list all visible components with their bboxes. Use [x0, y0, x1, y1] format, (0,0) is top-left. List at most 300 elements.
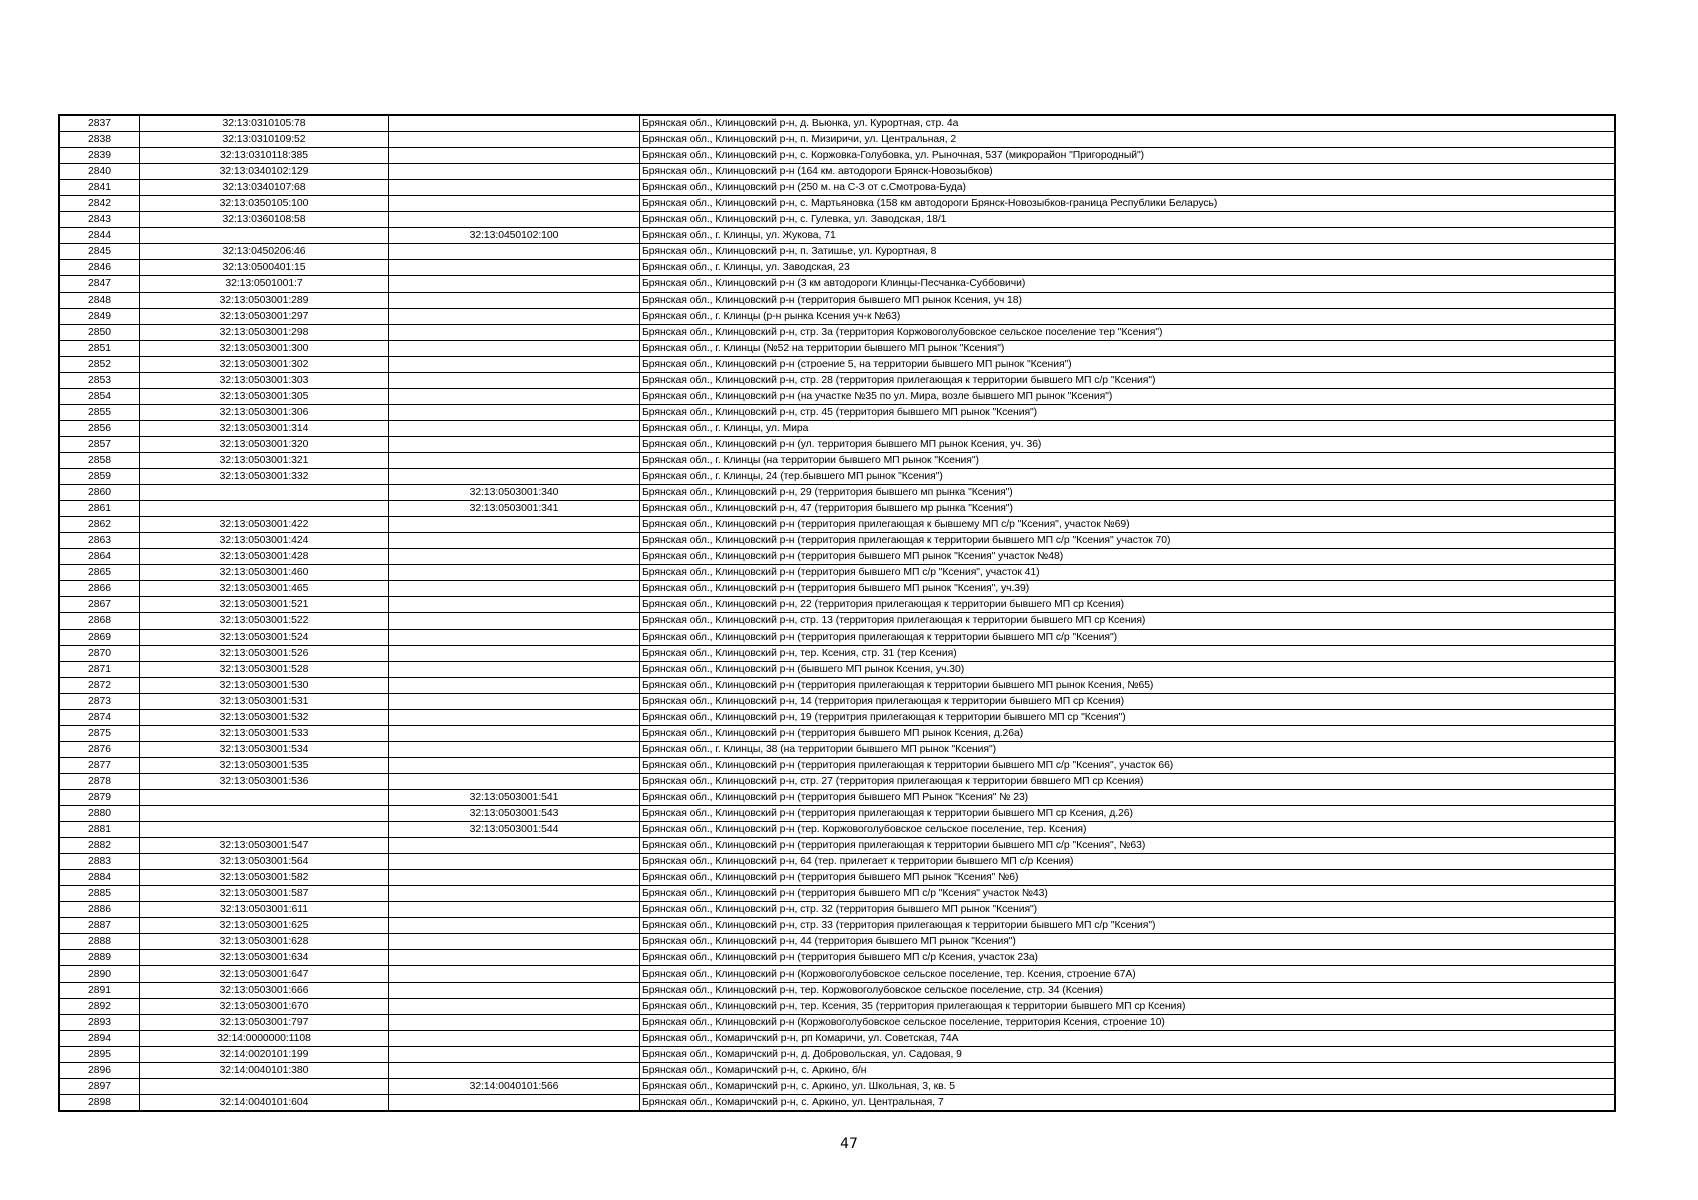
row-number-cell: 2890 — [59, 966, 140, 982]
row-number-cell: 2854 — [59, 388, 140, 404]
table-row — [59, 244, 1615, 260]
row-number-cell: 2851 — [59, 340, 140, 356]
cadastral-number-cell: 32:14:0020101:199 — [140, 1046, 389, 1062]
table-row — [59, 725, 1615, 741]
row-number-cell: 2891 — [59, 982, 140, 998]
cadastral-number-alt-cell — [389, 196, 640, 212]
registry-table-body — [59, 115, 1615, 1111]
row-number-cell: 2846 — [59, 260, 140, 276]
row-number-cell: 2864 — [59, 549, 140, 565]
row-number-cell: 2888 — [59, 934, 140, 950]
row-number-cell: 2849 — [59, 308, 140, 324]
cadastral-number-alt-cell — [389, 950, 640, 966]
cadastral-number-cell: 32:13:0503001:535 — [140, 757, 389, 773]
row-number-cell: 2894 — [59, 1030, 140, 1046]
cadastral-number-cell: 32:13:0503001:422 — [140, 517, 389, 533]
table-row — [59, 1062, 1615, 1078]
table-row — [59, 1014, 1615, 1030]
cadastral-number-cell: 32:13:0503001:625 — [140, 918, 389, 934]
table-row — [59, 1094, 1615, 1111]
cadastral-number-alt-cell — [389, 597, 640, 613]
registry-table — [58, 114, 1616, 1112]
cadastral-number-cell: 32:13:0503001:564 — [140, 854, 389, 870]
address-cell: Брянская обл., Клинцовский р-н, тер. Ксения, 35 (территория прилегающая к территории бывшего МП ср Ксения) — [640, 998, 1616, 1014]
cadastral-number-alt-cell — [389, 613, 640, 629]
table-row — [59, 902, 1615, 918]
cadastral-number-alt-cell — [389, 549, 640, 565]
cadastral-number-cell: 32:13:0503001:534 — [140, 741, 389, 757]
row-number-cell: 2867 — [59, 597, 140, 613]
address-cell: Брянская обл., Клинцовский р-н (территория прилегающая к территории бывшего МП ср Ксения, д.26) — [640, 806, 1616, 822]
address-cell: Брянская обл., Клинцовский р-н, 14 (территория прилегающая к территории бывшего МП ср Ксения) — [640, 693, 1616, 709]
table-row — [59, 581, 1615, 597]
table-row — [59, 292, 1615, 308]
cadastral-number-alt-cell — [389, 420, 640, 436]
cadastral-number-cell: 32:13:0503001:533 — [140, 725, 389, 741]
cadastral-number-alt-cell — [389, 902, 640, 918]
cadastral-number-cell: 32:13:0503001:320 — [140, 436, 389, 452]
table-row — [59, 709, 1615, 725]
address-cell: Брянская обл., Клинцовский р-н, 22 (территория прилегающая к территории бывшего МП ср Ксения) — [640, 597, 1616, 613]
row-number-cell: 2847 — [59, 276, 140, 292]
address-cell: Брянская обл., Клинцовский р-н (территория бывшего МП рынок "Ксения" №6) — [640, 870, 1616, 886]
table-row — [59, 420, 1615, 436]
cadastral-number-cell — [140, 485, 389, 501]
cadastral-number-cell — [140, 228, 389, 244]
cadastral-number-alt-cell — [389, 180, 640, 196]
address-cell: Брянская обл., Клинцовский р-н (территория бывшего МП с/р "Ксения" участок №43) — [640, 886, 1616, 902]
address-cell: Брянская обл., Комаричский р-н, с. Аркино, ул. Центральная, 7 — [640, 1094, 1616, 1111]
cadastral-number-cell: 32:13:0503001:530 — [140, 677, 389, 693]
table-row — [59, 115, 1615, 132]
cadastral-number-cell: 32:13:0503001:306 — [140, 404, 389, 420]
cadastral-number-alt-cell — [389, 115, 640, 132]
table-row — [59, 629, 1615, 645]
table-row — [59, 934, 1615, 950]
row-number-cell: 2871 — [59, 661, 140, 677]
cadastral-number-alt-cell: 32:13:0503001:544 — [389, 822, 640, 838]
table-row — [59, 436, 1615, 452]
address-cell: Брянская обл., Клинцовский р-н (территория бывшего МП с/р Ксения, участок 23а) — [640, 950, 1616, 966]
table-row — [59, 388, 1615, 404]
cadastral-number-cell — [140, 501, 389, 517]
table-row — [59, 517, 1615, 533]
row-number-cell: 2887 — [59, 918, 140, 934]
cadastral-number-cell: 32:13:0503001:524 — [140, 629, 389, 645]
cadastral-number-cell: 32:13:0503001:332 — [140, 469, 389, 485]
cadastral-number-cell: 32:13:0503001:289 — [140, 292, 389, 308]
table-row — [59, 196, 1615, 212]
row-number-cell: 2897 — [59, 1078, 140, 1094]
address-cell: Брянская обл., Клинцовский р-н, стр. 27 (территория прилегающая к территории бввшего МП ср Ксения) — [640, 773, 1616, 789]
address-cell: Брянская обл., Клинцовский р-н (Коржовоголубовское сельское поселение, территория Ксения, строение 10) — [640, 1014, 1616, 1030]
cadastral-number-alt-cell — [389, 1030, 640, 1046]
address-cell: Брянская обл., Клинцовский р-н, стр. 32 (территория бывшего МП рынок "Ксения") — [640, 902, 1616, 918]
address-cell: Брянская обл., Клинцовский р-н (164 км. автодороги Брянск-Новозыбков) — [640, 164, 1616, 180]
address-cell: Брянская обл., Клинцовский р-н, с. Гулевка, ул. Заводская, 18/1 — [640, 212, 1616, 228]
address-cell: Брянская обл., г. Клинцы, ул. Жукова, 71 — [640, 228, 1616, 244]
table-row — [59, 854, 1615, 870]
row-number-cell: 2883 — [59, 854, 140, 870]
row-number-cell: 2895 — [59, 1046, 140, 1062]
cadastral-number-alt-cell — [389, 1062, 640, 1078]
cadastral-number-cell: 32:13:0503001:797 — [140, 1014, 389, 1030]
cadastral-number-cell: 32:13:0503001:611 — [140, 902, 389, 918]
address-cell: Брянская обл., г. Клинцы, 38 (на территории бывшего МП рынок "Ксения") — [640, 741, 1616, 757]
cadastral-number-alt-cell — [389, 741, 640, 757]
cadastral-number-cell: 32:13:0503001:314 — [140, 420, 389, 436]
cadastral-number-cell: 32:13:0360108:58 — [140, 212, 389, 228]
cadastral-number-cell: 32:14:0040101:604 — [140, 1094, 389, 1111]
cadastral-number-cell: 32:13:0501001:7 — [140, 276, 389, 292]
cadastral-number-cell: 32:13:0500401:15 — [140, 260, 389, 276]
cadastral-number-cell: 32:13:0340102:129 — [140, 164, 389, 180]
table-row — [59, 693, 1615, 709]
cadastral-number-cell: 32:13:0310105:78 — [140, 115, 389, 132]
row-number-cell: 2892 — [59, 998, 140, 1014]
address-cell: Брянская обл., Клинцовский р-н (ул. территория бывшего МП рынок Ксения, уч. 36) — [640, 436, 1616, 452]
row-number-cell: 2838 — [59, 132, 140, 148]
table-row — [59, 1078, 1615, 1094]
table-row — [59, 773, 1615, 789]
table-row — [59, 1046, 1615, 1062]
row-number-cell: 2876 — [59, 741, 140, 757]
cadastral-number-alt-cell — [389, 998, 640, 1014]
row-number-cell: 2889 — [59, 950, 140, 966]
cadastral-number-cell: 32:14:0000000:1108 — [140, 1030, 389, 1046]
table-row — [59, 501, 1615, 517]
table-row — [59, 148, 1615, 164]
address-cell: Брянская обл., Клинцовский р-н (Коржовоголубовское сельское поселение, тер. Ксения, строение 67А) — [640, 966, 1616, 982]
address-cell: Брянская обл., Клинцовский р-н (250 м. на С-З от с.Смотрова-Буда) — [640, 180, 1616, 196]
address-cell: Брянская обл., г. Клинцы, ул. Мира — [640, 420, 1616, 436]
address-cell: Брянская обл., Комаричский р-н, д. Добровольская, ул. Садовая, 9 — [640, 1046, 1616, 1062]
table-row — [59, 164, 1615, 180]
address-cell: Брянская обл., г. Клинцы (на территории бывшего МП рынок "Ксения") — [640, 452, 1616, 468]
row-number-cell: 2869 — [59, 629, 140, 645]
cadastral-number-alt-cell — [389, 308, 640, 324]
table-row — [59, 870, 1615, 886]
page-number: 47 — [840, 1136, 858, 1152]
address-cell: Брянская обл., Клинцовский р-н, с. Коржовка-Голубовка, ул. Рыночная, 537 (микрорайон "Пригородный") — [640, 148, 1616, 164]
row-number-cell: 2861 — [59, 501, 140, 517]
cadastral-number-alt-cell — [389, 725, 640, 741]
cadastral-number-alt-cell — [389, 838, 640, 854]
cadastral-number-cell: 32:13:0503001:298 — [140, 324, 389, 340]
row-number-cell: 2842 — [59, 196, 140, 212]
row-number-cell: 2882 — [59, 838, 140, 854]
row-number-cell: 2868 — [59, 613, 140, 629]
row-number-cell: 2850 — [59, 324, 140, 340]
cadastral-number-alt-cell — [389, 934, 640, 950]
table-row — [59, 661, 1615, 677]
cadastral-number-alt-cell — [389, 709, 640, 725]
address-cell: Брянская обл., Клинцовский р-н (территория прилегающая к территории бывшего МП с/р "Ксения", №63) — [640, 838, 1616, 854]
cadastral-number-alt-cell — [389, 452, 640, 468]
row-number-cell: 2853 — [59, 372, 140, 388]
cadastral-number-cell: 32:13:0503001:670 — [140, 998, 389, 1014]
cadastral-number-cell: 32:13:0310109:52 — [140, 132, 389, 148]
cadastral-number-alt-cell — [389, 773, 640, 789]
cadastral-number-alt-cell — [389, 645, 640, 661]
table-row — [59, 1030, 1615, 1046]
address-cell: Брянская обл., Клинцовский р-н (строение 5, на территории бывшего МП рынок "Ксения") — [640, 356, 1616, 372]
table-row — [59, 950, 1615, 966]
table-row — [59, 806, 1615, 822]
address-cell: Брянская обл., Комаричский р-н, с. Аркино, б/н — [640, 1062, 1616, 1078]
cadastral-number-cell — [140, 806, 389, 822]
cadastral-number-cell: 32:13:0340107:68 — [140, 180, 389, 196]
table-row — [59, 308, 1615, 324]
table-row — [59, 485, 1615, 501]
cadastral-number-alt-cell — [389, 565, 640, 581]
address-cell: Брянская обл., Клинцовский р-н, стр. 33 (территория прилегающая к территории бывшего МП с/р "Ксения") — [640, 918, 1616, 934]
row-number-cell: 2874 — [59, 709, 140, 725]
address-cell: Брянская обл., Клинцовский р-н, стр. 3а (территория Коржовоголубовское сельское поселение тер "Ксения") — [640, 324, 1616, 340]
row-number-cell: 2879 — [59, 789, 140, 805]
row-number-cell: 2863 — [59, 533, 140, 549]
table-row — [59, 613, 1615, 629]
row-number-cell: 2862 — [59, 517, 140, 533]
row-number-cell: 2865 — [59, 565, 140, 581]
cadastral-number-cell: 32:13:0503001:666 — [140, 982, 389, 998]
address-cell: Брянская обл., Клинцовский р-н, 19 (территрия прилегающая к территории бывшего МП ср "Ксения") — [640, 709, 1616, 725]
row-number-cell: 2886 — [59, 902, 140, 918]
cadastral-number-alt-cell: 32:14:0040101:566 — [389, 1078, 640, 1094]
cadastral-number-cell: 32:13:0503001:582 — [140, 870, 389, 886]
address-cell: Брянская обл., Клинцовский р-н (территория бывшего МП рынок Ксения, д.26а) — [640, 725, 1616, 741]
row-number-cell: 2881 — [59, 822, 140, 838]
row-number-cell: 2839 — [59, 148, 140, 164]
table-row — [59, 549, 1615, 565]
row-number-cell: 2878 — [59, 773, 140, 789]
table-row — [59, 597, 1615, 613]
row-number-cell: 2875 — [59, 725, 140, 741]
row-number-cell: 2845 — [59, 244, 140, 260]
address-cell: Брянская обл., Клинцовский р-н (территория бывшего МП рынок "Ксения", уч.39) — [640, 581, 1616, 597]
address-cell: Брянская обл., Клинцовский р-н, стр. 45 (территория бывшего МП рынок "Ксения") — [640, 404, 1616, 420]
cadastral-number-alt-cell — [389, 132, 640, 148]
table-row — [59, 918, 1615, 934]
cadastral-number-alt-cell: 32:13:0503001:341 — [389, 501, 640, 517]
cadastral-number-alt-cell — [389, 757, 640, 773]
cadastral-number-alt-cell — [389, 982, 640, 998]
cadastral-number-cell — [140, 789, 389, 805]
table-row — [59, 452, 1615, 468]
address-cell: Брянская обл., Клинцовский р-н (территория бывшего МП с/р "Ксения", участок 41) — [640, 565, 1616, 581]
row-number-cell: 2837 — [59, 115, 140, 132]
address-cell: Брянская обл., Клинцовский р-н, п. Мизиричи, ул. Центральная, 2 — [640, 132, 1616, 148]
row-number-cell: 2840 — [59, 164, 140, 180]
cadastral-number-cell: 32:13:0503001:305 — [140, 388, 389, 404]
cadastral-number-cell: 32:13:0503001:536 — [140, 773, 389, 789]
address-cell: Брянская обл., Клинцовский р-н (3 км автодороги Клинцы-Песчанка-Суббовичи) — [640, 276, 1616, 292]
cadastral-number-cell — [140, 1078, 389, 1094]
address-cell: Брянская обл., Клинцовский р-н (территория прилегающая к территории бывшего МП с/р "Ксения" участок 70) — [640, 533, 1616, 549]
table-row — [59, 741, 1615, 757]
cadastral-number-alt-cell: 32:13:0503001:543 — [389, 806, 640, 822]
cadastral-number-cell: 32:13:0503001:628 — [140, 934, 389, 950]
row-number-cell: 2859 — [59, 469, 140, 485]
cadastral-number-alt-cell: 32:13:0450102:100 — [389, 228, 640, 244]
row-number-cell: 2873 — [59, 693, 140, 709]
cadastral-number-cell — [140, 822, 389, 838]
table-row — [59, 372, 1615, 388]
cadastral-number-alt-cell — [389, 340, 640, 356]
address-cell: Брянская обл., Клинцовский р-н (территория бывшего МП рынок "Ксения" участок №48) — [640, 549, 1616, 565]
address-cell: Брянская обл., Клинцовский р-н (территория прилегающая к бывшему МП с/р "Ксения", участок №69) — [640, 517, 1616, 533]
table-row — [59, 404, 1615, 420]
row-number-cell: 2866 — [59, 581, 140, 597]
cadastral-number-cell: 32:13:0503001:547 — [140, 838, 389, 854]
cadastral-number-cell: 32:13:0503001:465 — [140, 581, 389, 597]
row-number-cell: 2841 — [59, 180, 140, 196]
cadastral-number-cell: 32:13:0503001:300 — [140, 340, 389, 356]
cadastral-number-alt-cell — [389, 854, 640, 870]
table-row — [59, 469, 1615, 485]
table-row — [59, 757, 1615, 773]
cadastral-number-cell: 32:13:0503001:522 — [140, 613, 389, 629]
address-cell: Брянская обл., Клинцовский р-н (территория прилегающая к территории бывшего МП с/р "Ксения") — [640, 629, 1616, 645]
row-number-cell: 2843 — [59, 212, 140, 228]
cadastral-number-cell: 32:13:0503001:587 — [140, 886, 389, 902]
cadastral-number-alt-cell — [389, 260, 640, 276]
cadastral-number-cell: 32:13:0503001:634 — [140, 950, 389, 966]
cadastral-number-alt-cell — [389, 1094, 640, 1111]
row-number-cell: 2858 — [59, 452, 140, 468]
cadastral-number-cell: 32:13:0503001:424 — [140, 533, 389, 549]
cadastral-number-alt-cell — [389, 212, 640, 228]
cadastral-number-alt-cell — [389, 164, 640, 180]
cadastral-number-alt-cell — [389, 356, 640, 372]
address-cell: Брянская обл., Клинцовский р-н, д. Вьюнка, ул. Курортная, стр. 4а — [640, 115, 1616, 132]
table-row — [59, 276, 1615, 292]
cadastral-number-alt-cell — [389, 693, 640, 709]
cadastral-number-alt-cell — [389, 677, 640, 693]
cadastral-number-cell: 32:13:0503001:321 — [140, 452, 389, 468]
table-row — [59, 645, 1615, 661]
row-number-cell: 2848 — [59, 292, 140, 308]
table-row — [59, 180, 1615, 196]
cadastral-number-alt-cell — [389, 244, 640, 260]
table-row — [59, 677, 1615, 693]
address-cell: Брянская обл., Клинцовский р-н, 29 (территория бывшего мп рынка "Ксения") — [640, 485, 1616, 501]
table-row — [59, 982, 1615, 998]
cadastral-number-alt-cell — [389, 1046, 640, 1062]
row-number-cell: 2844 — [59, 228, 140, 244]
cadastral-number-alt-cell: 32:13:0503001:541 — [389, 789, 640, 805]
cadastral-number-cell: 32:13:0503001:521 — [140, 597, 389, 613]
row-number-cell: 2880 — [59, 806, 140, 822]
cadastral-number-cell: 32:13:0503001:428 — [140, 549, 389, 565]
cadastral-number-cell: 32:13:0503001:303 — [140, 372, 389, 388]
row-number-cell: 2884 — [59, 870, 140, 886]
table-row — [59, 340, 1615, 356]
address-cell: Брянская обл., Клинцовский р-н (тер. Коржовоголубовское сельское поселение, тер. Ксения) — [640, 822, 1616, 838]
cadastral-number-cell: 32:13:0310118:385 — [140, 148, 389, 164]
table-row — [59, 565, 1615, 581]
row-number-cell: 2857 — [59, 436, 140, 452]
address-cell: Брянская обл., г. Клинцы, 24 (тер.бывшего МП рынок "Ксения") — [640, 469, 1616, 485]
cadastral-number-alt-cell — [389, 966, 640, 982]
row-number-cell: 2856 — [59, 420, 140, 436]
cadastral-number-alt-cell — [389, 148, 640, 164]
row-number-cell: 2896 — [59, 1062, 140, 1078]
address-cell: Брянская обл., Клинцовский р-н, с. Мартьяновка (158 км автодороги Брянск-Новозыбков-граница Республики Беларусь) — [640, 196, 1616, 212]
address-cell: Брянская обл., Клинцовский р-н, тер. Коржовоголубовское сельское поселение, стр. 34 (Ксения) — [640, 982, 1616, 998]
cadastral-number-alt-cell — [389, 404, 640, 420]
row-number-cell: 2885 — [59, 886, 140, 902]
cadastral-number-alt-cell — [389, 324, 640, 340]
cadastral-number-cell: 32:13:0503001:526 — [140, 645, 389, 661]
address-cell: Брянская обл., Комаричский р-н, с. Аркино, ул. Школьная, 3, кв. 5 — [640, 1078, 1616, 1094]
cadastral-number-cell: 32:13:0503001:297 — [140, 308, 389, 324]
address-cell: Брянская обл., Клинцовский р-н, 64 (тер. прилегает к территории бывшего МП с/р Ксения) — [640, 854, 1616, 870]
address-cell: Брянская обл., Клинцовский р-н (территория прилегающая к территории бывшего МП рынок Ксения, №65) — [640, 677, 1616, 693]
cadastral-number-cell: 32:13:0503001:531 — [140, 693, 389, 709]
cadastral-number-cell: 32:13:0503001:528 — [140, 661, 389, 677]
address-cell: Брянская обл., Клинцовский р-н (бывшего МП рынок Ксения, уч.30) — [640, 661, 1616, 677]
row-number-cell: 2852 — [59, 356, 140, 372]
cadastral-number-alt-cell — [389, 918, 640, 934]
cadastral-number-cell: 32:13:0503001:647 — [140, 966, 389, 982]
row-number-cell: 2870 — [59, 645, 140, 661]
table-row — [59, 998, 1615, 1014]
cadastral-number-alt-cell — [389, 436, 640, 452]
cadastral-number-alt-cell — [389, 469, 640, 485]
cadastral-number-alt-cell — [389, 276, 640, 292]
row-number-cell: 2860 — [59, 485, 140, 501]
table-row — [59, 324, 1615, 340]
cadastral-number-alt-cell — [389, 581, 640, 597]
address-cell: Брянская обл., Комаричский р-н, рп Комаричи, ул. Советская, 74А — [640, 1030, 1616, 1046]
address-cell: Брянская обл., Клинцовский р-н, п. Затишье, ул. Курортная, 8 — [640, 244, 1616, 260]
cadastral-number-cell: 32:14:0040101:380 — [140, 1062, 389, 1078]
cadastral-number-cell: 32:13:0503001:460 — [140, 565, 389, 581]
address-cell: Брянская обл., Клинцовский р-н, стр. 28 (территория прилегающая к территории бывшего МП с/р "Ксения") — [640, 372, 1616, 388]
address-cell: Брянская обл., Клинцовский р-н (территория бывшего МП Рынок "Ксения" № 23) — [640, 789, 1616, 805]
row-number-cell: 2877 — [59, 757, 140, 773]
address-cell: Брянская обл., Клинцовский р-н (территория бывшего МП рынок Ксения, уч 18) — [640, 292, 1616, 308]
table-row — [59, 838, 1615, 854]
address-cell: Брянская обл., г. Клинцы (№52 на территории бывшего МП рынок "Ксения") — [640, 340, 1616, 356]
cadastral-number-cell: 32:13:0350105:100 — [140, 196, 389, 212]
table-row — [59, 228, 1615, 244]
cadastral-number-cell: 32:13:0450206:46 — [140, 244, 389, 260]
table-row — [59, 533, 1615, 549]
cadastral-number-alt-cell — [389, 870, 640, 886]
cadastral-number-alt-cell — [389, 292, 640, 308]
table-row — [59, 822, 1615, 838]
cadastral-number-alt-cell — [389, 629, 640, 645]
cadastral-number-alt-cell — [389, 388, 640, 404]
address-cell: Брянская обл., Клинцовский р-н, стр. 13 (территория прилегающая к территории бывшего МП ср Ксения) — [640, 613, 1616, 629]
address-cell: Брянская обл., Клинцовский р-н, 47 (территория бывшего мр рынка "Ксения") — [640, 501, 1616, 517]
table-row — [59, 212, 1615, 228]
address-cell: Брянская обл., г. Клинцы (р-н рынка Ксения уч-к №63) — [640, 308, 1616, 324]
cadastral-number-alt-cell: 32:13:0503001:340 — [389, 485, 640, 501]
address-cell: Брянская обл., Клинцовский р-н, тер. Ксения, стр. 31 (тер Ксения) — [640, 645, 1616, 661]
cadastral-number-alt-cell — [389, 517, 640, 533]
address-cell: Брянская обл., Клинцовский р-н, 44 (территория бывшего МП рынок "Ксения") — [640, 934, 1616, 950]
cadastral-number-cell: 32:13:0503001:532 — [140, 709, 389, 725]
table-row — [59, 886, 1615, 902]
table-row — [59, 966, 1615, 982]
cadastral-number-alt-cell — [389, 661, 640, 677]
cadastral-number-alt-cell — [389, 1014, 640, 1030]
cadastral-number-alt-cell — [389, 533, 640, 549]
table-row — [59, 789, 1615, 805]
